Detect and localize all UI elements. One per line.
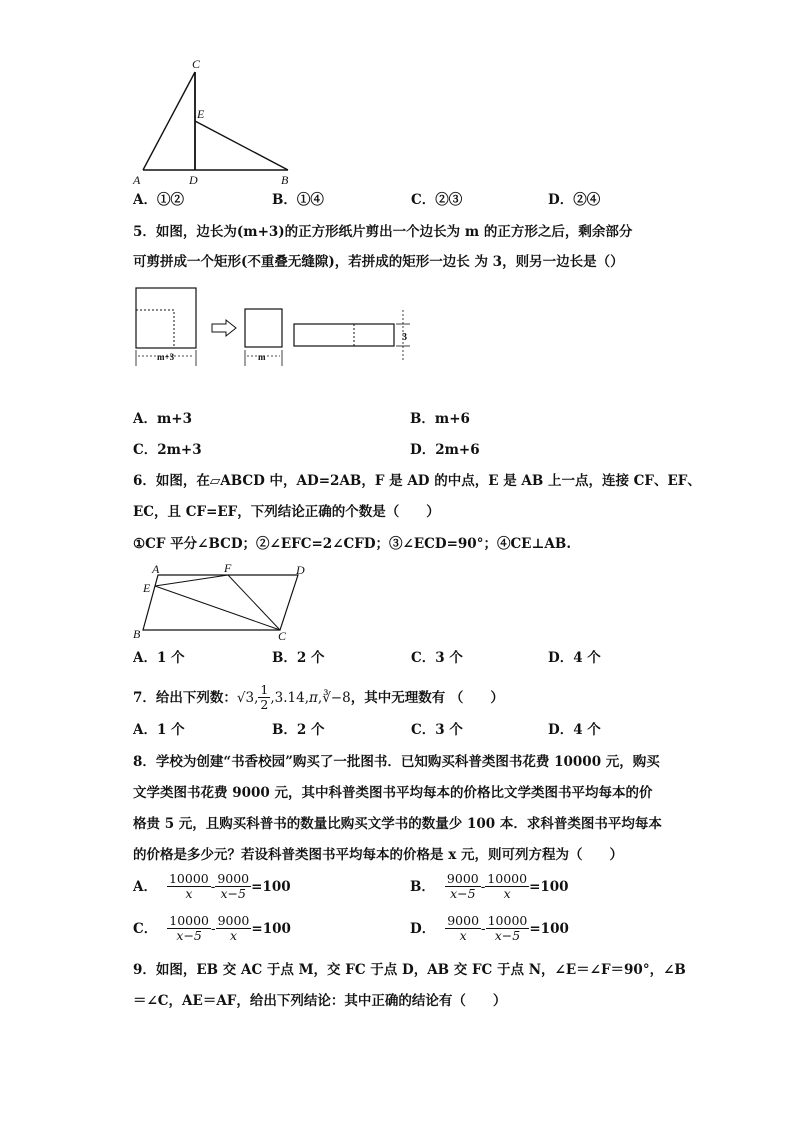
q7-option-b[interactable]: B．2 个 bbox=[272, 722, 325, 738]
q7-suffix: ，其中无理数有 （ ） bbox=[350, 689, 504, 706]
q5-stem-line1: 5．如图，边长为(m+3)的正方形纸片剪出一个边长为 m 的正方形之后，剩余部分 bbox=[133, 224, 633, 240]
q6-parallelogram bbox=[143, 575, 298, 630]
q5-stem-line2: 可剪拼成一个矩形(不重叠无缝隙)，若拼成的矩形一边长 为 3，则另一边长是（） bbox=[133, 254, 624, 270]
q8-stem-line3: 格贵 5 元，且购买科普书的数量比购买文学书的数量少 100 本．求科普类图书平均每本 bbox=[133, 816, 662, 832]
q4-label-B: B bbox=[281, 173, 289, 187]
q6-label-C: C bbox=[278, 629, 287, 643]
q8-option-c[interactable]: C． $\frac{10000}{x-5}$ - $\frac{9000}{x}$ =100 bbox=[133, 913, 291, 943]
q9-stem-line1: 9．如图，EB 交 AC 于点 M，交 FC 于点 D，AB 交 FC 于点 N，∠E＝∠F＝90°，∠B bbox=[133, 962, 686, 978]
q5-small-label: m bbox=[258, 352, 266, 362]
q8-b-fraction-1: $\frac{9000}{x-5}$ bbox=[446, 871, 479, 901]
q4-option-a[interactable]: A．①② bbox=[133, 192, 184, 208]
q6-label-F: F bbox=[224, 561, 232, 575]
q8-option-b[interactable]: B． $\frac{9000}{x-5}$ - $\frac{10000}{x}$ =100 bbox=[410, 871, 569, 901]
q4-label-C: C bbox=[192, 57, 201, 71]
q5-big-label: m+3 bbox=[157, 352, 175, 362]
q5-option-c[interactable]: C．2m+3 bbox=[133, 442, 202, 458]
q6-label-E: E bbox=[143, 581, 151, 595]
q6-option-d[interactable]: D．4 个 bbox=[548, 650, 601, 666]
q7-cube-root: ∛−8 bbox=[322, 689, 351, 706]
q7-option-d[interactable]: D．4 个 bbox=[548, 722, 601, 738]
q8-b-fraction-2: $\frac{10000}{x}$ bbox=[487, 871, 528, 901]
q8-c-fraction-1: $\frac{10000}{x-5}$ bbox=[169, 913, 210, 943]
q9-stem-line2: ＝∠C，AE＝AF，给出下列结论：其中正确的结论有（ ） bbox=[133, 993, 507, 1009]
q7-stem: 7．给出下列数： √3 , $\frac{1}{2}$ , 3.14 , π , ∛−8 ，其中无理数有 （ ） bbox=[133, 682, 504, 712]
q8-stem-line2: 文学类图书花费 9000 元，其中科普类图书平均每本的价格比文学类图书平均每本的价 bbox=[133, 785, 653, 801]
q4-label-A: A bbox=[133, 173, 141, 187]
q6-conclusions: ①CF 平分∠BCD；②∠EFC=2∠CFD；③∠ECD=90°；④CE⊥AB. bbox=[133, 536, 572, 552]
q6-option-a[interactable]: A．1 个 bbox=[133, 650, 185, 666]
q8-option-a[interactable]: A． $\frac{10000}{x}$ - $\frac{9000}{x-5}$ =100 bbox=[133, 871, 291, 901]
q6-segment-EF bbox=[155, 575, 228, 586]
q6-segment-EC bbox=[155, 586, 280, 630]
q4-option-c[interactable]: C．②③ bbox=[411, 192, 463, 208]
q5-option-a[interactable]: A．m+3 bbox=[133, 411, 192, 427]
q6-segment-FC bbox=[228, 575, 280, 630]
q8-a-fraction-2: $\frac{9000}{x-5}$ bbox=[217, 871, 250, 901]
q7-pi: π bbox=[309, 689, 318, 706]
q7-number-314: 3.14 bbox=[274, 689, 305, 706]
q6-option-c[interactable]: C．3 个 bbox=[411, 650, 463, 666]
q4-option-b[interactable]: B．①④ bbox=[272, 192, 324, 208]
q5-rect-label: 3 bbox=[402, 332, 407, 343]
q6-label-B: B bbox=[133, 627, 141, 641]
q4-label-E: E bbox=[197, 107, 205, 121]
q6-stem-line1: 6．如图，在▱ABCD 中，AD=2AB，F 是 AD 的中点，E 是 AB 上一点，连接 CF、EF、 bbox=[133, 473, 701, 489]
q7-sqrt3: √3 bbox=[236, 689, 255, 706]
q7-fraction-half: $\frac{1}{2}$ bbox=[260, 682, 269, 712]
q7-prefix: 7．给出下列数： bbox=[133, 689, 237, 706]
q4-label-D: D bbox=[189, 173, 198, 187]
q6-stem-line2: EC，且 CF=EF，下列结论正确的个数是（ ） bbox=[133, 504, 440, 520]
q8-stem-line4: 的价格是多少元？若设科普类图书平均每本的价格是 x 元，则可列方程为（ ） bbox=[133, 847, 623, 863]
q8-a-fraction-1: $\frac{10000}{x}$ bbox=[168, 871, 209, 901]
q5-option-d[interactable]: D．2m+6 bbox=[410, 442, 480, 458]
q5-option-b[interactable]: B．m+6 bbox=[410, 411, 470, 427]
q7-option-a[interactable]: A．1 个 bbox=[133, 722, 185, 738]
q6-label-A: A bbox=[152, 562, 160, 576]
q4-option-d[interactable]: D．②④ bbox=[548, 192, 601, 208]
q6-label-D: D bbox=[296, 563, 305, 577]
q8-option-d[interactable]: D． $\frac{9000}{x}$ - $\frac{10000}{x-5}$ =100 bbox=[410, 913, 569, 943]
q8-stem-line1: 8．学校为创建“书香校园”购买了一批图书．已知购买科普类图书花费 10000 元，购买 bbox=[133, 754, 660, 770]
q8-d-fraction-1: $\frac{9000}{x}$ bbox=[447, 913, 480, 943]
q7-option-c[interactable]: C．3 个 bbox=[411, 722, 463, 738]
q8-d-fraction-2: $\frac{10000}{x-5}$ bbox=[487, 913, 528, 943]
q8-c-fraction-2: $\frac{9000}{x}$ bbox=[217, 913, 250, 943]
q6-option-b[interactable]: B．2 个 bbox=[272, 650, 325, 666]
